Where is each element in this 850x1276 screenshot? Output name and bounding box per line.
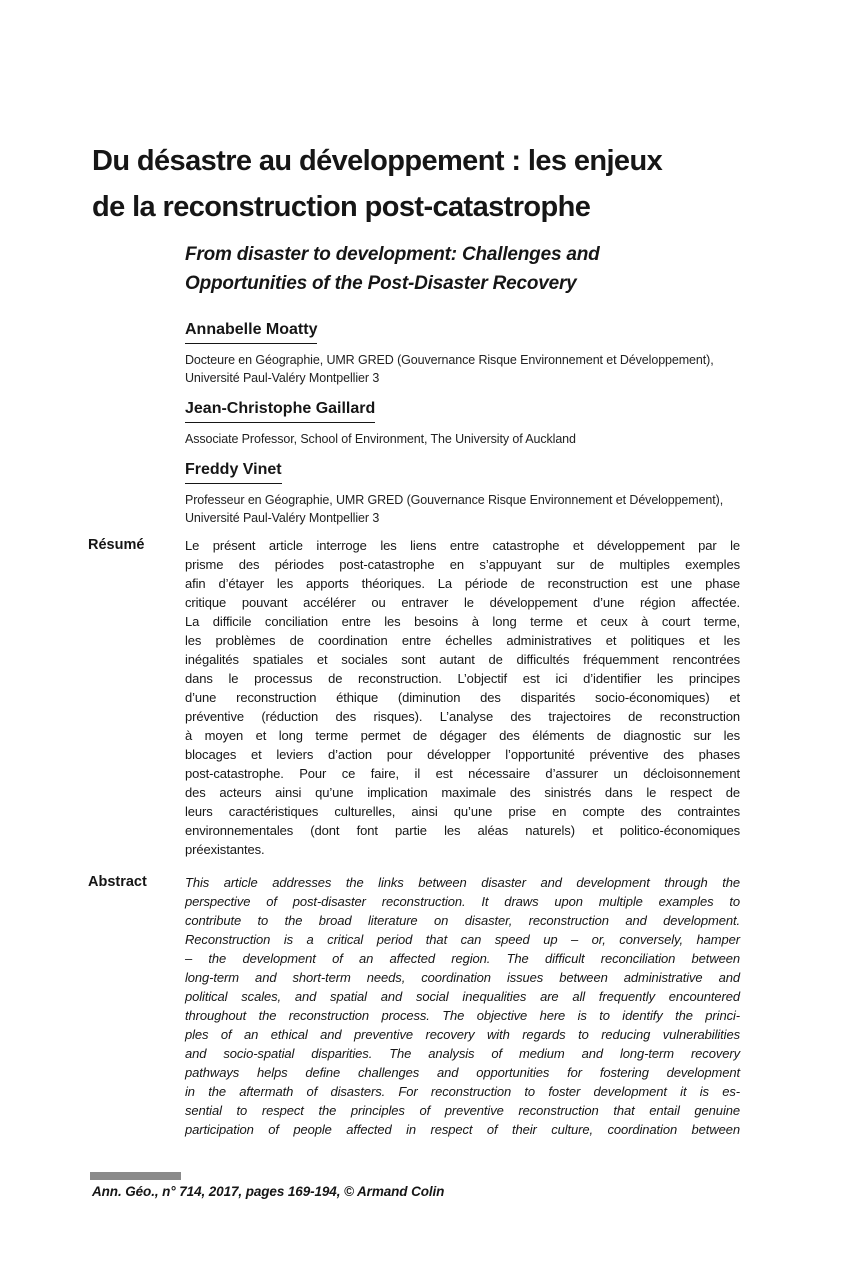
author-affiliation: Professeur en Géographie, UMR GRED (Gouvernance Risque Environnement et Développement), Université Paul-Valéry Montpellier 3 xyxy=(185,493,724,525)
abstract-label: Abstract xyxy=(88,874,147,890)
author-name: Jean-Christophe Gaillard xyxy=(185,399,375,423)
resume-label: Résumé xyxy=(88,537,145,553)
journal-citation: Ann. Géo., n° 714, 2017, pages 169-194, © Armand Colin xyxy=(92,1184,445,1199)
article-title-french: Du désastre au développement : les enjeux de la reconstruction post-catastrophe xyxy=(92,145,663,223)
article-title-english: From disaster to development: Challenges and Opportunities of the Post-Disaster Recovery xyxy=(185,244,600,294)
author-affiliation: Associate Professor, School of Environment, The University of Auckland xyxy=(185,432,576,446)
author-block xyxy=(185,320,741,387)
author-name: Freddy Vinet xyxy=(185,460,282,484)
authors-block xyxy=(185,320,741,527)
abstract-section xyxy=(88,873,740,1139)
footer-rule xyxy=(90,1172,181,1180)
abstract-text: This article addresses the links between disaster and development through the perspective of post-disaster reconstruction. It draws upon multiple examples to contribute to the broad literature on disaster, reconstruction and development. Reconstruction is a critical period that can speed up – or, conversely, hamper – the development of an affected region. The difficult reconciliation between long-term and short-term needs, coordination issues between administrative and political scales, and spatial and social inequalities are all frequently encountered throughout the reconstruction process. The objective here is to identify the princi- ples of an ethical and preventive recovery with regards to reducing vulnerabilities and socio-spatial disparities. The analysis of medium and long-term recovery pathways helps define challenges and opportunities for fostering development in the aftermath of disasters. For reconstruction to foster development it is es- sential to respect the principles of preventive reconstruction that entail genuine participation of people affected in respect of their culture, coordination between xyxy=(185,875,740,1137)
author-block xyxy=(185,399,741,448)
author-affiliation: Docteure en Géographie, UMR GRED (Gouvernance Risque Environnement et Développement), Université Paul-Valéry Montpellier 3 xyxy=(185,353,714,385)
author-block xyxy=(185,460,741,527)
resume-section xyxy=(88,536,740,859)
author-name: Annabelle Moatty xyxy=(185,320,317,344)
resume-text: Le présent article interroge les liens entre catastrophe et développement par le prisme des périodes post-catastrophe en s’appuyant sur de multiples exemples afin d’étayer les apports théoriques. La période de reconstruction est une phase critique pouvant accélérer ou entraver le développement d’une région affectée. La difficile conciliation entre les besoins à long terme et ceux à court terme, les problèmes de coordination entre échelles administratives et politiques et les inégalités spatiales et sociales sont autant de difficultés fréquemment rencontrées dans le processus de reconstruction. L’objectif est ici d’identifier les principes d’une reconstruction éthique (diminution des disparités socio-économiques) et préventive (réduction des risques). L’analyse des trajectoires de reconstruction à moyen et long terme permet de dégager des éléments de diagnostic sur les blocages et leviers d’action pour développer l’opportunité préventive des phases post-catastrophe. Pour ce faire, il est nécessaire d’assurer un décloisonnement des acteurs ainsi qu’une implication maximale des sinistrés dans le respect de leurs caractéristiques culturelles, ainsi qu’une prise en compte des contraintes environnementales (dont font partie les aléas naturels) et politico-économiques préexistantes. xyxy=(185,538,740,857)
